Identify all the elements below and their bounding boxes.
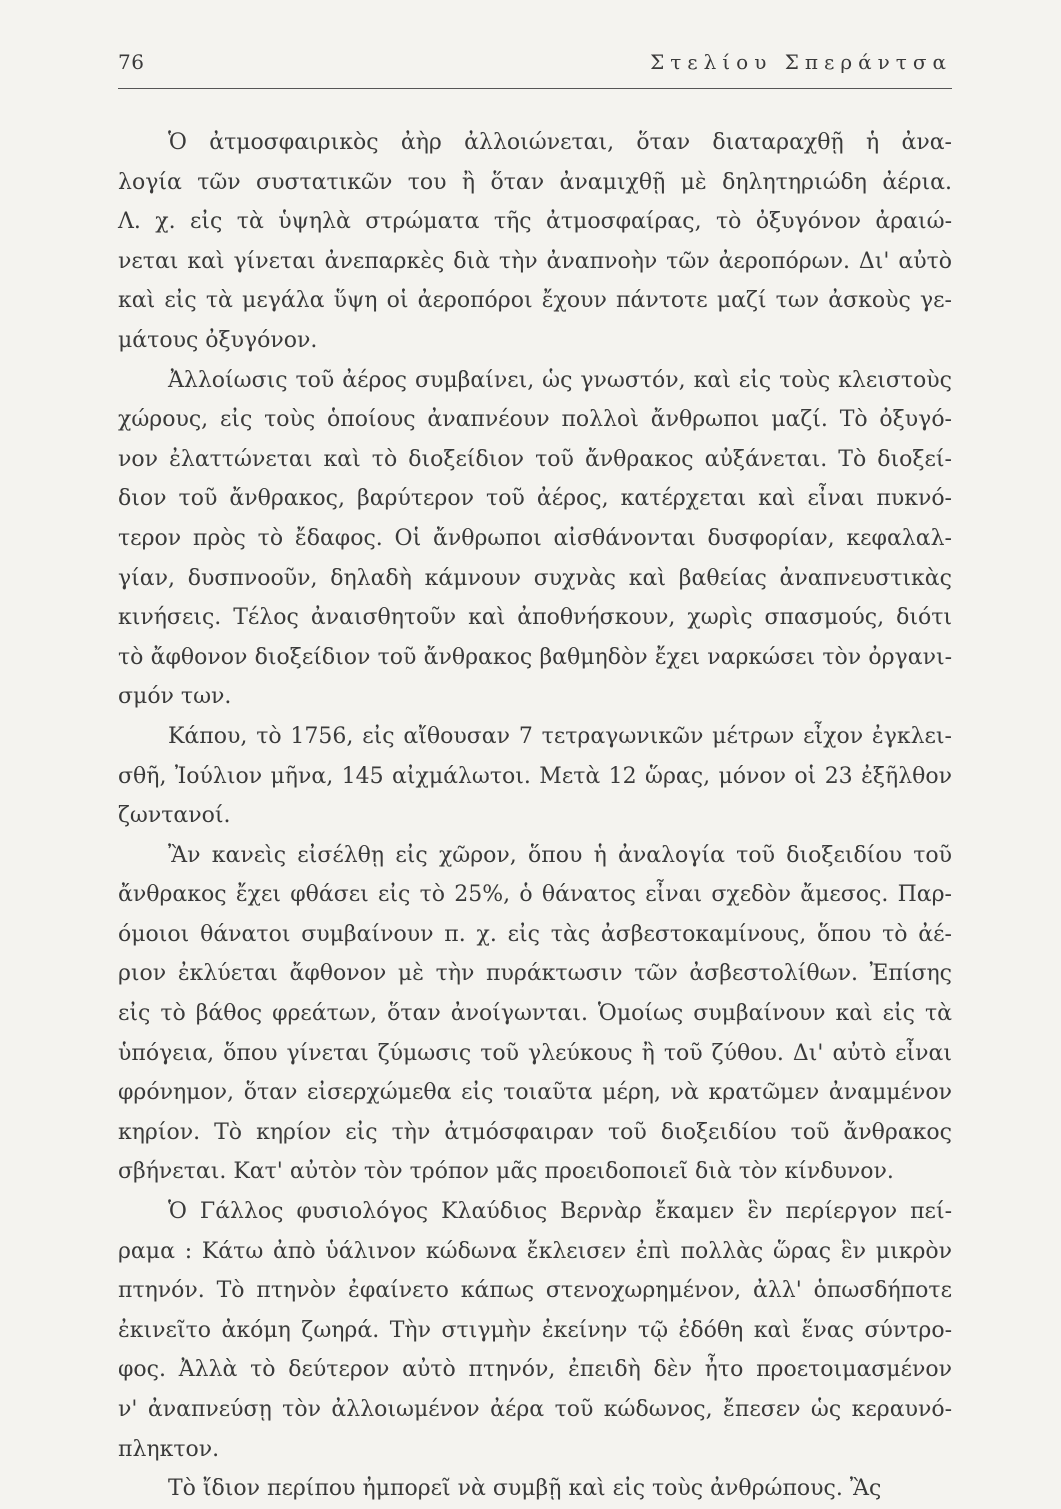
text-line: φος. Ἀλλὰ τὸ δεύτερον αὐτὸ πτηνόν, ἐπειδὴ δὲν ἦτο προετοιμασμένον [118,1357,952,1383]
text-line: Ἂν κανεὶς εἰσέλθῃ εἰς χῶρον, ὅπου ἡ ἀναλογία τοῦ διοξειδίου τοῦ [168,842,952,868]
text-line: καὶ εἰς τὰ μεγάλα ὕψη οἱ ἀεροπόροι ἔχουν πάντοτε μαζί των ἀσκοὺς γε- [118,288,952,314]
text-line: εἰς τὸ βάθος φρεάτων, ὅταν ἀνοίγωνται. Ὁμοίως συμβαίνουν καὶ εἰς τὰ [118,1001,952,1027]
paragraph [118,836,952,1192]
body-text [118,123,952,1509]
text-line: ἐκινεῖτο ἀκόμη ζωηρά. Τὴν στιγμὴν ἐκείνην τῷ ἐδόθη καὶ ἕνας σύντρο- [118,1317,952,1343]
text-line: Τὸ ἴδιον περίπου ἠμπορεῖ νὰ συμβῇ καὶ εἰς τοὺς ἀνθρώπους. Ἂς [168,1476,882,1502]
text-line: τὸ ἄφθονον διοξείδιον τοῦ ἄνθρακος βαθμηδὸν ἔχει ναρκώσει τὸν ὀργανι- [118,644,952,670]
text-line: γίαν, δυσπνοοῦν, δηλαδὴ κάμνουν συχνὰς καὶ βαθείας ἀναπνευστικὰς [118,565,952,591]
text-line: διον τοῦ ἄνθρακος, βαρύτερον τοῦ ἀέρος, κατέρχεται καὶ εἶναι πυκνό- [118,486,952,512]
text-line: σβήνεται. Κατ' αὐτὸν τὸν τρόπον μᾶς προειδοποιεῖ διὰ τὸν κίνδυνον. [118,1159,894,1185]
text-line: ν' ἀναπνεύσῃ τὸν ἀλλοιωμένον ἀέρα τοῦ κώδωνος, ἔπεσεν ὡς κεραυνό- [118,1397,952,1422]
text-line: πτηνόν. Τὸ πτηνὸν ἐφαίνετο κάπως στενοχωρημένον, ἀλλ' ὁπωσδήποτε [118,1278,952,1304]
running-head: Στελίου Σπεράντσα [650,50,952,74]
text-line: φρόνημον, ὅταν εἰσερχώμεθα εἰς τοιαῦτα μέρη, νὰ κρατῶμεν ἀναμμένον [118,1080,952,1106]
paragraph [118,361,952,717]
text-line: νον ἐλαττώνεται καὶ τὸ διοξείδιον τοῦ ἄνθρακος αὐξάνεται. Τὸ διοξεί- [118,446,952,472]
text-line: ἄνθρακος ἔχει φθάσει εἰς τὸ 25%, ὁ θάνατος εἶναι σχεδὸν ἄμεσος. Παρ- [118,882,952,908]
text-line: νεται καὶ γίνεται ἀνεπαρκὲς διὰ τὴν ἀναπνοὴν τῶν ἀεροπόρων. Δι' αὐτὸ [118,248,952,274]
text-line: πληκτον. [118,1436,220,1462]
text-line: σθῆ, Ἰούλιον μῆνα, 145 αἰχμάλωτοι. Μετὰ 12 ὥρας, μόνον οἱ 23 ἐξῆλθον [118,763,952,789]
paragraph [118,123,952,361]
text-line: ὑπόγεια, ὅπου γίνεται ζύμωσις τοῦ γλεύκους ἢ τοῦ ζύθου. Δι' αὐτὸ εἶναι [118,1040,952,1066]
text-line: ραμα : Κάτω ἀπὸ ὑάλινον κώδωνα ἔκλεισεν ἐπὶ πολλὰς ὥρας ἓν μικρὸν [118,1238,952,1264]
page-number: 76 [118,50,145,74]
text-line: Ὁ Γάλλος φυσιολόγος Κλαύδιος Βερνὰρ ἔκαμεν ἓν περίεργον πεί- [168,1199,952,1225]
text-line: όμοιοι θάνατοι συμβαίνουν π. χ. εἰς τὰς ἀσβεστοκαμίνους, ὅπου τὸ ἀέ- [118,921,952,947]
header-rule [118,88,952,89]
paragraph [118,1192,952,1469]
text-line: Ὁ ἀτμοσφαιρικὸς ἀὴρ ἀλλοιώνεται, ὅταν διαταραχθῇ ἡ ἀνα- [168,130,952,155]
text-line: Λ. χ. εἰς τὰ ὑψηλὰ στρώματα τῆς ἀτμοσφαίρας, τὸ ὀξυγόνον ἀραιώ- [118,209,952,235]
page-header [118,50,952,82]
text-line: Ἀλλοίωσις τοῦ ἀέρος συμβαίνει, ὡς γνωστόν, καὶ εἰς τοὺς κλειστοὺς [168,367,952,393]
paragraph [118,1469,952,1509]
text-line: χώρους, εἰς τοὺς ὁποίους ἀναπνέουν πολλοὶ ἄνθρωποι μαζί. Τὸ ὀξυγό- [118,407,952,433]
text-line: ζωντανοί. [118,803,231,829]
text-line: Κάπου, τὸ 1756, εἰς αἴθουσαν 7 τετραγωνικῶν μέτρων εἶχον ἐγκλει- [168,723,952,749]
text-line: τερον πρὸς τὸ ἔδαφος. Οἱ ἄνθρωποι αἰσθάνονται δυσφορίαν, κεφαλαλ- [118,525,952,551]
text-line: κινήσεις. Τέλος ἀναισθητοῦν καὶ ἀποθνήσκουν, χωρὶς σπασμούς, διότι [118,605,952,631]
text-line: κηρίον. Τὸ κηρίον εἰς τὴν ἀτμόσφαιραν τοῦ διοξειδίου τοῦ ἄνθρακος [118,1119,952,1145]
paragraph [118,717,952,836]
text-line: ριον ἐκλύεται ἄφθονον μὲ τὴν πυράκτωσιν τῶν ἀσβεστολίθων. Ἐπίσης [118,961,952,987]
text-line: μάτους ὀξυγόνον. [118,327,318,353]
text-line: σμόν των. [118,684,232,710]
text-line: λογία τῶν συστατικῶν του ἢ ὅταν ἀναμιχθῇ μὲ δηλητηριώδη ἀέρια. [118,169,952,195]
